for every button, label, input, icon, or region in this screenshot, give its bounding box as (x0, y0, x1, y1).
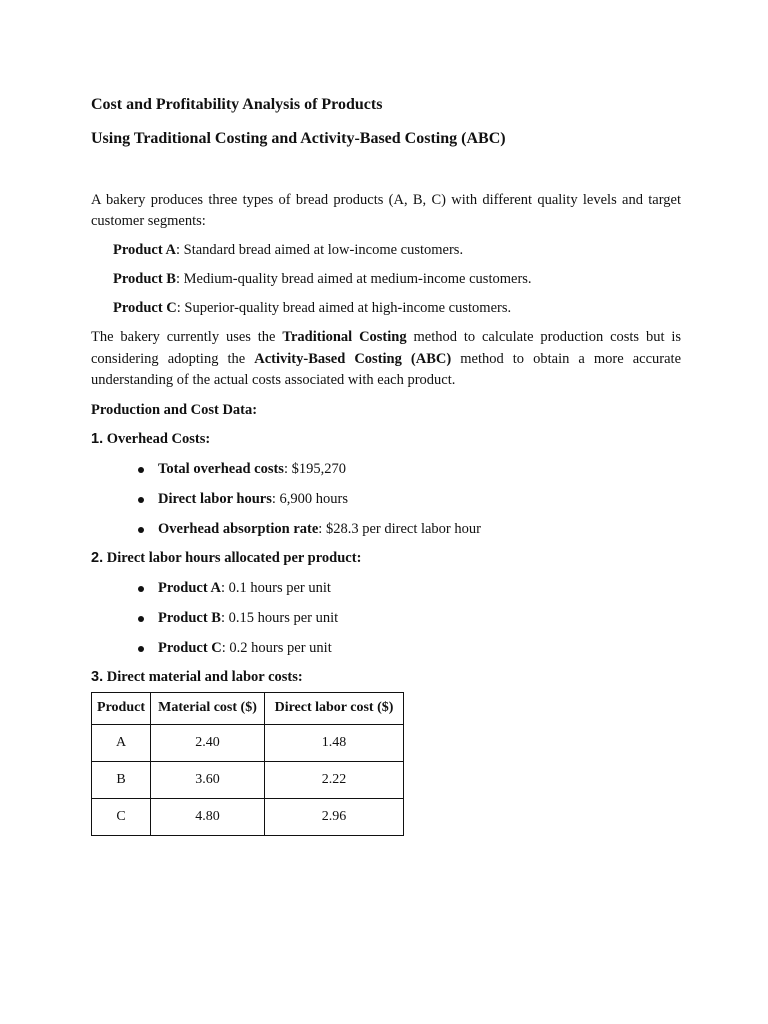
item-label: Direct labor hours (158, 490, 272, 507)
document-subtitle: Using Traditional Costing and Activity-Based Costing (ABC) (91, 130, 506, 147)
item-value: : $28.3 per direct labor hour (318, 520, 481, 537)
material-labor-number: 3. (91, 668, 104, 685)
table-cell: B (92, 761, 151, 798)
method-text-1: The bakery currently uses the (91, 329, 283, 345)
overhead-list (91, 459, 681, 540)
table-row (92, 724, 404, 761)
product-b-line (113, 269, 681, 290)
table-cell: A (92, 724, 151, 761)
list-item (91, 578, 681, 599)
product-b-desc: : Medium-quality bread aimed at medium-income customers. (175, 271, 532, 287)
labor-hours-number: 2. (91, 549, 104, 566)
table-header-row (92, 692, 404, 724)
method-paragraph (91, 327, 681, 392)
labor-hours-heading (91, 548, 681, 569)
material-labor-heading (91, 667, 681, 688)
product-a-line (113, 240, 681, 261)
table-cell: 1.48 (265, 724, 404, 761)
product-a-label: Product A (113, 242, 176, 258)
method-text-2: method to calculate production costs but is considering adopting the (91, 329, 682, 367)
item-value: : 0.1 hours per unit (220, 579, 331, 596)
method-text-3: method to obtain a more accurate understanding of the actual costs associated with each product. (91, 350, 682, 388)
item-label: Product C (158, 639, 222, 656)
abc-term: Activity-Based Costing (ABC) (254, 350, 452, 367)
document-title: Cost and Profitability Analysis of Products (91, 96, 383, 113)
column-header: Product (92, 692, 151, 724)
document-page (91, 94, 681, 836)
labor-hours-heading-text: Direct labor hours allocated per product: (103, 549, 362, 566)
section-heading: Production and Cost Data: (91, 401, 258, 418)
bullet-icon (138, 497, 144, 503)
table-cell: 2.96 (265, 798, 404, 835)
item-value: : 6,900 hours (271, 490, 348, 507)
product-c-label: Product C (113, 300, 177, 316)
table-cell: 4.80 (151, 798, 265, 835)
overhead-heading-text: Overhead Costs: (103, 430, 211, 447)
product-c-line (113, 298, 681, 319)
product-a-desc: : Standard bread aimed at low-income customers. (175, 242, 464, 258)
product-b-label: Product B (113, 271, 176, 287)
list-item (91, 608, 681, 629)
traditional-costing-term: Traditional Costing (282, 329, 407, 345)
cost-table (91, 692, 404, 836)
item-label: Overhead absorption rate (158, 520, 319, 537)
table-row (92, 761, 404, 798)
bullet-icon (138, 586, 144, 592)
column-header: Material cost ($) (151, 692, 265, 724)
list-item (91, 489, 681, 510)
item-label: Total overhead costs (158, 460, 284, 477)
bullet-icon (138, 527, 144, 533)
table-cell: 2.22 (265, 761, 404, 798)
list-item (91, 638, 681, 659)
table-cell: 3.60 (151, 761, 265, 798)
column-header: Direct labor cost ($) (265, 692, 404, 724)
overhead-heading (91, 429, 681, 450)
bullet-icon (138, 467, 144, 473)
labor-hours-list (91, 578, 681, 659)
table-row (92, 798, 404, 835)
table-cell: 2.40 (151, 724, 265, 761)
intro-paragraph: A bakery produces three types of bread products (A, B, C) with different quality levels and target customer segments: (91, 192, 681, 229)
item-label: Product A (158, 579, 221, 596)
item-value: : 0.15 hours per unit (220, 609, 339, 626)
material-labor-heading-text: Direct material and labor costs: (103, 668, 303, 685)
list-item (91, 459, 681, 480)
overhead-number: 1. (91, 430, 104, 447)
bullet-icon (138, 616, 144, 622)
bullet-icon (138, 646, 144, 652)
product-c-desc: : Superior-quality bread aimed at high-income customers. (176, 300, 512, 316)
item-value: : 0.2 hours per unit (221, 639, 332, 656)
list-item (91, 519, 681, 540)
item-label: Product B (158, 609, 221, 626)
table-cell: C (92, 798, 151, 835)
item-value: : $195,270 (283, 460, 346, 477)
